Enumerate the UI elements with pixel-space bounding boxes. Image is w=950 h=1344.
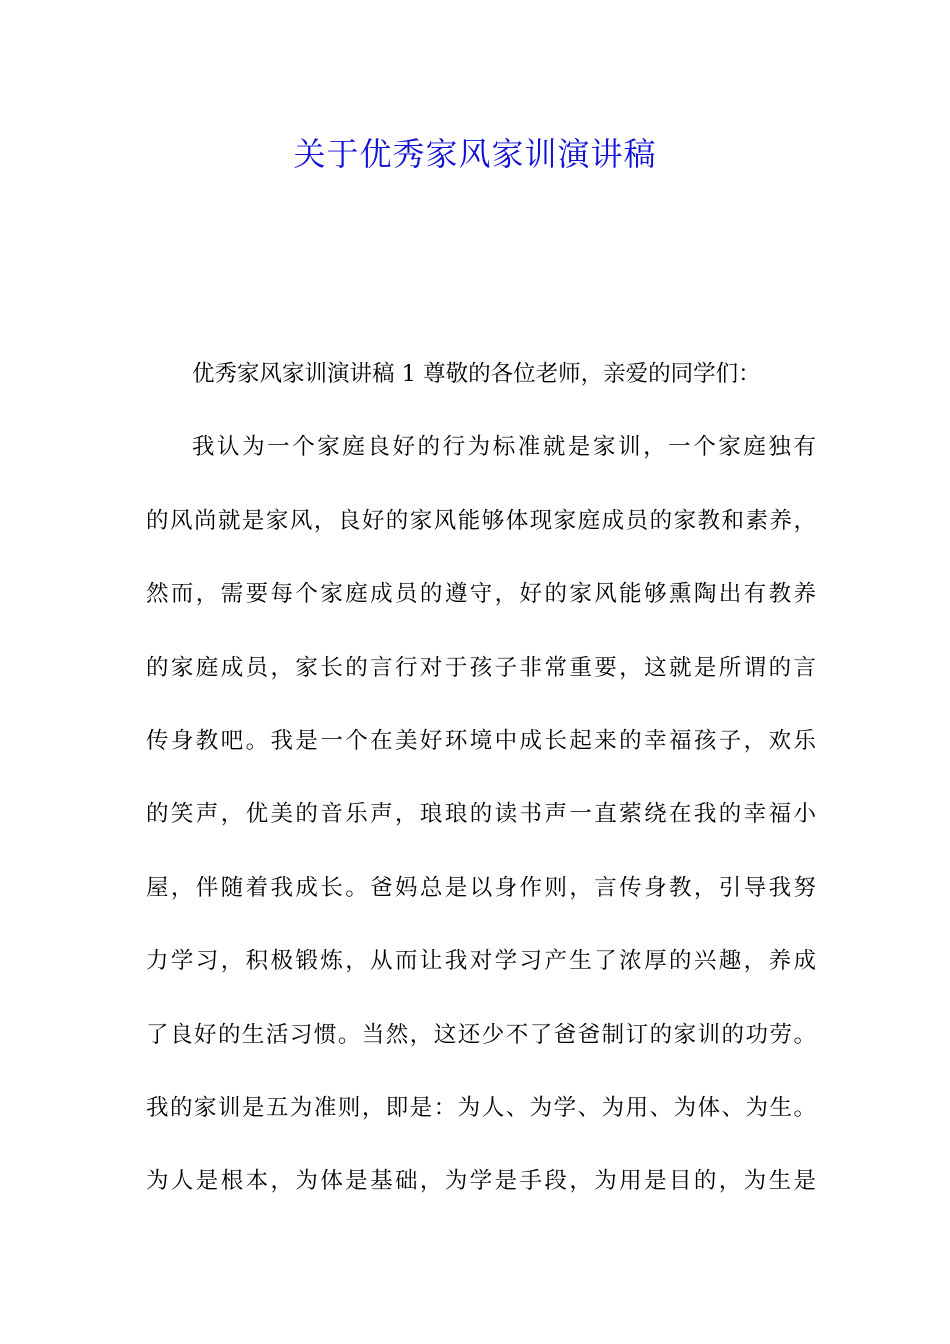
paragraph-line: 屋，伴随着我成长。爸妈总是以身作则，言传身教，引导我努 <box>146 874 816 901</box>
paragraph-line: 优秀家风家训演讲稿 1 尊敬的各位老师，亲爱的同学们： <box>192 361 761 387</box>
document-body <box>146 338 816 1219</box>
paragraph-line: 为人是根本，为体是基础，为学是手段，为用是目的，为生是 <box>146 1168 816 1195</box>
paragraph-line: 的风尚就是家风，良好的家风能够体现家庭成员的家教和素养， <box>146 507 816 534</box>
paragraph-line: 力学习，积极锻炼，从而让我对学习产生了浓厚的兴趣，养成 <box>146 948 816 975</box>
paragraph-line: 传身教吧。我是一个在美好环境中成长起来的幸福孩子，欢乐 <box>146 727 816 754</box>
paragraph-line: 然而，需要每个家庭成员的遵守，好的家风能够熏陶出有教养 <box>146 581 816 608</box>
paragraph-line: 我认为一个家庭良好的行为标准就是家训，一个家庭独有 <box>192 434 816 461</box>
paragraph-line: 我的家训是五为准则，即是：为人、为学、为用、为体、为生。 <box>146 1094 816 1121</box>
document-title: 关于优秀家风家训演讲稿 <box>293 135 657 173</box>
paragraph-line: 了良好的生活习惯。当然，这还少不了爸爸制订的家训的功劳。 <box>146 1021 816 1048</box>
paragraph-line: 的笑声，优美的音乐声，琅琅的读书声一直萦绕在我的幸福小 <box>146 801 816 828</box>
paragraph-line: 的家庭成员，家长的言行对于孩子非常重要，这就是所谓的言 <box>146 654 816 681</box>
